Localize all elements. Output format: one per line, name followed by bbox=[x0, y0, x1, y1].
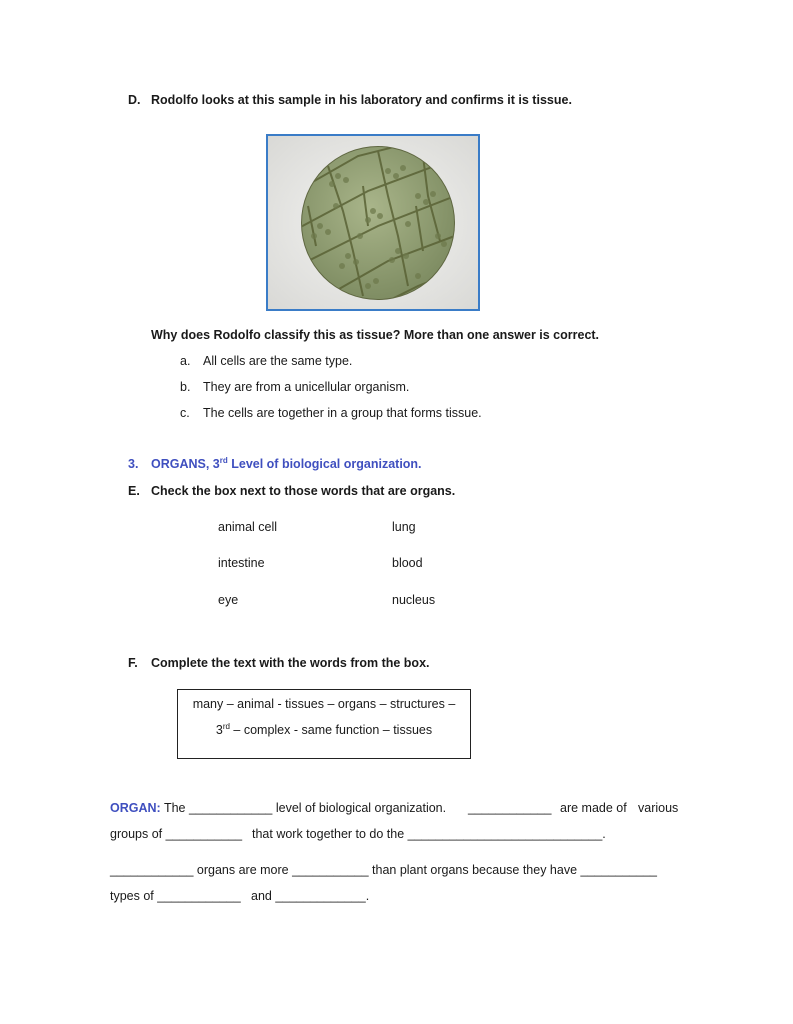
word-bank-line-2 bbox=[178, 723, 470, 737]
organ-line-4a: types of ____________ bbox=[110, 889, 241, 903]
section-e-label: E. bbox=[128, 484, 140, 498]
organ-line-3: ____________ organs are more ___________ than plant organs because they have ___________ bbox=[110, 863, 657, 877]
organ-line-1-various: various bbox=[638, 801, 679, 815]
word-bank-line-2-sup: rd bbox=[222, 721, 230, 731]
word-animal-cell: animal cell bbox=[218, 520, 278, 534]
organ-line-2a: groups of ___________ bbox=[110, 827, 243, 841]
organ-line-1a: The ____________ level of biological organization. bbox=[160, 801, 447, 815]
section-3-title-sup: rd bbox=[219, 455, 228, 465]
option-c-text: The cells are together in a group that forms tissue. bbox=[203, 406, 482, 420]
option-c-letter: c. bbox=[180, 406, 190, 420]
section-3-title-pre: ORGANS, 3 bbox=[151, 457, 220, 471]
organ-line-4b: and _____________. bbox=[251, 889, 370, 903]
word-eye: eye bbox=[218, 593, 239, 607]
word-bank-line-1: many – animal - tissues – organs – structures – bbox=[192, 697, 456, 711]
section-d-text: Rodolfo looks at this sample in his laboratory and confirms it is tissue. bbox=[151, 93, 572, 107]
organ-line-2b: that work together to do the ____________________________. bbox=[252, 827, 606, 841]
section-d-label: D. bbox=[128, 93, 141, 107]
tissue-micrograph bbox=[268, 136, 478, 309]
organ-line-1-blank: ____________ bbox=[468, 801, 552, 815]
option-a-letter: a. bbox=[180, 354, 191, 368]
word-bank-line-2-post: – complex - same function – tissues bbox=[229, 723, 433, 737]
organ-label: ORGAN: bbox=[110, 801, 161, 815]
section-3-title-post: Level of biological organization. bbox=[227, 457, 422, 471]
word-nucleus: nucleus bbox=[392, 593, 436, 607]
word-blood: blood bbox=[392, 556, 423, 570]
word-intestine: intestine bbox=[218, 556, 265, 570]
organ-line-1 bbox=[110, 801, 446, 815]
word-lung: lung bbox=[392, 520, 416, 534]
section-f-text: Complete the text with the words from the box. bbox=[151, 656, 430, 670]
word-bank-box bbox=[177, 689, 471, 759]
option-b-text: They are from a unicellular organism. bbox=[203, 380, 410, 394]
option-a-text: All cells are the same type. bbox=[203, 354, 353, 368]
section-f-label: F. bbox=[128, 656, 138, 670]
option-b-letter: b. bbox=[180, 380, 191, 394]
section-e-text: Check the box next to those words that are organs. bbox=[151, 484, 456, 498]
organ-line-1-made-of: are made of bbox=[560, 801, 627, 815]
word-bank-line-2-pre: 3 bbox=[215, 723, 223, 737]
microscope-sample-image bbox=[266, 134, 480, 311]
section-3-title bbox=[151, 457, 422, 471]
section-d-question: Why does Rodolfo classify this as tissue? More than one answer is correct. bbox=[151, 328, 600, 342]
section-3-number: 3. bbox=[128, 457, 139, 471]
